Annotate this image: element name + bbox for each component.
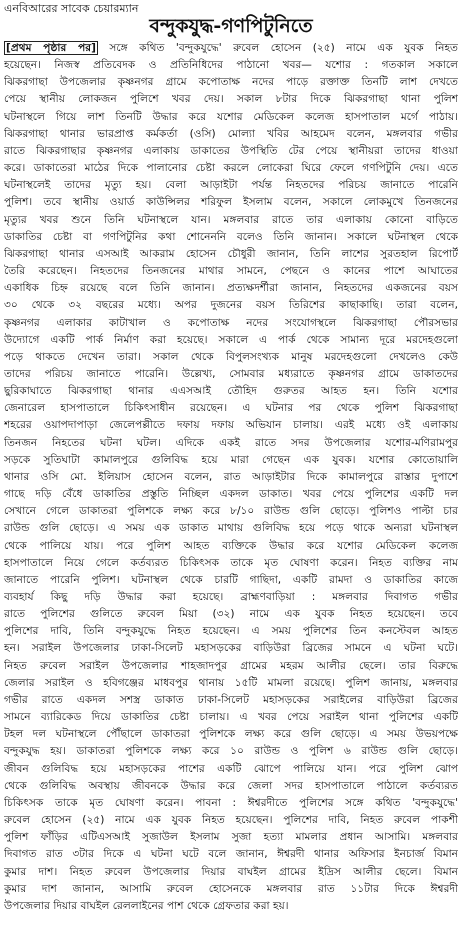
article-line bbox=[4, 435, 458, 452]
article-line bbox=[4, 57, 458, 74]
article-line-text: ব্যবহার্য কিছু দড়ি উদ্ধার করা হয়েছে। ব্রাহ্মণবাড়িয়া : মঙ্গলবার দিবাগত গভীর bbox=[4, 591, 458, 603]
article-line-text: কুমার দাশ। নিহত রুবেল উপজেলার দিয়ার বাঘইল গ্রামের ইদ্রিস আলীর ছেলে। বিমান bbox=[4, 865, 458, 878]
article-line-text: রাউন্ড গুলি ছোড়ে। এ সময় এক ডাকাত মাথায় গুলিবিদ্ধ হয়ে পড়ে থাকে অন্যরা ঘটনাস্থল bbox=[4, 522, 458, 535]
article-line-text: শহরের ওয়াপদাপাড়া জেলেপল্লীতে দফায় দফায় অভিযান চালায়। এরই মধ্যে ওই এলাকায় bbox=[4, 419, 458, 432]
article-line-text: থানার ওসি মো. ইলিয়াস হোসেন বলেন, রাত আড়াইটার দিকে কামালপুরে রাস্তার দুপাশে bbox=[4, 470, 458, 483]
article-line-text: করে। ডাকাতেরা মাঠের দিকে পালানোর চেষ্টা করলে লোকেরা ঘিরে ফেলে গণপিটুনি দেয়। এতে bbox=[4, 162, 458, 175]
article-line bbox=[4, 572, 458, 589]
article-line bbox=[4, 280, 458, 297]
article-line bbox=[4, 160, 458, 177]
article-line bbox=[4, 881, 458, 898]
article-line bbox=[4, 726, 458, 743]
article-line-text: ঝিকরগাছা উপজেলার কৃষ্ণনগর গ্রামে কপোতাক্ষ নদের পাড়ে রক্তাক্ত তিনটি লাশ দেখতে bbox=[4, 76, 458, 89]
article-line bbox=[4, 864, 458, 881]
article-line bbox=[4, 743, 458, 760]
article-line-text: ঝিকরগাছা থানার ভারপ্রাপ্ত কর্মকর্তা (ওসি) মোল্যা খবির আহমেদ বলেন, মঙ্গলবার গভীর bbox=[4, 127, 458, 140]
article-line-text: উপজেলার দিয়ার বাঘইল রেললাইনের পাশ থেকে গ্রেফতার করা হয়। bbox=[4, 899, 289, 912]
article-line bbox=[4, 452, 458, 469]
article-line-text: গাছে দড়ি বেঁধে ডাকাতির প্রস্তুতি নিচ্ছিল একদল ডাকাত। খবর পেয়ে পুলিশের একটি দল bbox=[4, 488, 458, 501]
article-line bbox=[4, 229, 458, 246]
article-line bbox=[4, 469, 458, 486]
article-line bbox=[4, 212, 458, 229]
headline: বন্দুকযুদ্ধ-গণপিটুনিতে bbox=[149, 15, 313, 37]
article-line bbox=[4, 74, 458, 91]
article-line bbox=[4, 503, 458, 520]
article-line bbox=[4, 538, 458, 555]
article-line-text: গভীর রাতে একদল সশস্ত্র ডাকাত ঢাকা-সিলেট মহাসড়কের সরাইলের বাড়িউরা ব্রিজের bbox=[4, 693, 458, 706]
article-line-text: হন। সরাইল উপজেলার ঢাকা-সিলেট মহাসড়কের বাড়িউরা ব্রিজের সামনে এ ঘটনা ঘটে। bbox=[4, 642, 458, 655]
article-line-text: রাতে পুলিশের গুলিতে রুবেল মিয়া (৩২) নামে এক যুবক নিহত হয়েছেন। তবে bbox=[4, 608, 458, 621]
article-line-text: দিবাগত রাত ৩টার দিকে এ ঘটনা ঘটে বলে জানান, ঈশ্বরদী থানার অফিসার ইনচার্জ বিমান bbox=[4, 848, 458, 861]
article-line bbox=[4, 709, 458, 726]
article-line-text: থেকে গুলিবিদ্ধ অবস্থায় জীবনকে উদ্ধার করে জেলা সদর হাসপাতালে পাঠালে কর্তব্যরত bbox=[4, 779, 458, 792]
article-line bbox=[4, 623, 458, 640]
article-line bbox=[4, 349, 458, 366]
article-line bbox=[4, 417, 458, 434]
article-line-text: পুলিশ। তবে স্থানীয় ওয়ার্ড কাউন্সিলর শরিফুল ইসলাম বলেন, সকালে লোকমুখে তিনজনের bbox=[4, 196, 458, 209]
article-line bbox=[4, 400, 458, 417]
article-line bbox=[4, 297, 458, 314]
article-line-text: ঝিকরগাছা থানার এসআই আকরাম হোসেন চৌধুরী জানান, তিনি লাশের সুরতহাল রিপোর্ট bbox=[4, 247, 458, 260]
article-line-text: তাদের পরিচয় জানাতে পারেনি। উল্লেখ্য, সোমবার মধ্যরাতে কৃষ্ণনগর গ্রামে ডাকাতদের bbox=[4, 367, 458, 380]
article-line bbox=[4, 486, 458, 503]
article-line-text: হয়েছেন। নিজস্ব প্রতিবেদক ও প্রতিনিধিদের পাঠানো খবর— যশোর : গতকাল সকালে bbox=[4, 59, 458, 72]
article-line-text: উদ্যোগে একটি পার্ক নির্মাণ করা হয়েছে। সকালে এ পার্ক থেকে সামান্য দূরে মরদেহগুলো bbox=[4, 333, 458, 346]
article-line-text: জীবন গুলিবিদ্ধ হয়ে মহাসড়কের পাশের একটি ঝোপে পালিয়ে যান। পরে পুলিশ ঝোপ bbox=[4, 762, 458, 775]
article-line bbox=[4, 263, 458, 280]
article-line-text: জানাতে পারেনি পুলিশ। ঘটনাস্থল থেকে চারটি গাছিদা, একটি রামদা ও ডাকাতির কাজে bbox=[4, 573, 458, 586]
article-line-text: হাসপাতালে নিয়ে গেলে কর্তব্যরত চিকিৎসক তাকে মৃত ঘোষণা করেন। নিহত ব্যক্তির নাম bbox=[4, 556, 458, 569]
article-line-text: পড়ে থাকতে দেখেন তারা। সকাল থেকে বিপুলসংখ্যক মানুষ মরদেহগুলো দেখলেও কেউ bbox=[4, 350, 458, 363]
article-line-text: জেলার সরাইল ও হবিগঞ্জের মাধবপুর থানায় ১৫টি মামলা রয়েছে। পুলিশ জানায়, মঙ্গলবার bbox=[4, 676, 458, 689]
article-line bbox=[4, 91, 458, 108]
article-line bbox=[4, 383, 458, 400]
article-line-text: পুলিশ ফাঁড়ির এটিএসআই সুজাউল ইসলাম সুজা হত্যা মামলার প্রধান আসামি। মঙ্গলবার bbox=[4, 831, 458, 844]
article-line bbox=[4, 675, 458, 692]
article-line bbox=[4, 143, 458, 160]
article-line bbox=[4, 315, 458, 332]
article-line bbox=[4, 658, 458, 675]
article-line bbox=[4, 520, 458, 537]
article-line-text: মৃত্যুর খবর শুনে তিনি ঘটনাস্থলে যান। মঙ্গলবার রাতে তার এলাকায় কোনো বাড়িতে bbox=[4, 213, 458, 226]
article-line bbox=[4, 829, 458, 846]
article-line-text: ঘটনাস্থলে গিয়ে লাশ তিনটি উদ্ধার করে যশোর মেডিকেল কলেজ হাসপাতাল মর্গে পাঠায়। bbox=[4, 110, 458, 123]
article-line-text: বন্দুকযুদ্ধ হয়। ডাকাতরা পুলিশকে লক্ষ্য করে ১০ রাউন্ড ও পুলিশ ৬ রাউন্ড গুলি ছোড়ে। bbox=[4, 745, 458, 758]
article-line-text: টহল দল ঘটনাস্থলে পৌঁছালে ডাকাতরা পুলিশকে লক্ষ্য করে গুলি ছোড়ে। এ সময় উভয়পক্ষে bbox=[4, 728, 458, 741]
article-line-text: থেকে পালিয়ে যায়। পরে পুলিশ আহত ব্যক্তিকে উদ্ধার করে যশোর মেডিকেল কলেজ bbox=[4, 539, 458, 552]
article-line-text: রাতে ঝিকরগাছার কৃষ্ণনগর এলাকায় ডাকাতের উপস্থিতি টের পেয়ে স্থানীয়রা তাদের ধাওয়া bbox=[4, 144, 458, 157]
article-line bbox=[4, 366, 458, 383]
article-line bbox=[4, 332, 458, 349]
article-line-text: সেখানে গেলে ডাকাতরা পুলিশকে লক্ষ্য করে ৮/১০ রাউন্ড গুলি ছোড়ে। পুলিশও পাল্টা চার bbox=[4, 505, 458, 518]
article-line bbox=[4, 606, 458, 623]
article-line bbox=[4, 761, 458, 778]
article-line-text: ডাকাতির চেষ্টা বা গণপিটুনির কথা শোনেননি বলেও তিনি জানান। সকালে ঘটনাস্থল থেকে bbox=[4, 230, 458, 243]
article-body bbox=[4, 40, 458, 932]
article-line-text: পেয়ে স্থানীয় লোকজন পুলিশে খবর দেয়। সকাল ৮টার দিকে ঝিকরগাছা থানা পুলিশ bbox=[4, 93, 458, 106]
continued-tag: [প্রথম পৃষ্ঠার পর] bbox=[6, 42, 96, 54]
article-line-text: রুবেল হোসেন (২৫) নামে এক যুবক নিহত হয়েছেন। পুলিশের দাবি, নিহত রুবেল পাকশী bbox=[4, 814, 458, 827]
article-line-text: সঙ্গে কথিত 'বন্দুকযুদ্ধে' রুবেল হোসেন (২৫) নামে এক যুবক নিহত bbox=[109, 42, 458, 54]
article-line-text: কুমার দাশ জানান, আসামি রুবেল হোসেনকে মঙ্গলবার রাত ১১টার দিকে ঈশ্বরদী bbox=[4, 882, 458, 895]
article-line bbox=[4, 795, 458, 812]
article-line bbox=[4, 898, 458, 915]
article-line bbox=[4, 194, 458, 211]
article-line-text: চিকিৎসক তাকে মৃত ঘোষণা করেন। পাবনা : ঈশ্বরদীতে পুলিশের সঙ্গে কথিত 'বন্দুকযুদ্ধে' bbox=[4, 796, 458, 809]
article-line bbox=[4, 589, 458, 606]
article-line-text: ৩০ থেকে ৩২ বছরের মধ্যে। অপর দুজনের বয়স তিরিশের কাছাকাছি। তারা বলেন, bbox=[4, 299, 458, 312]
article-line bbox=[4, 692, 458, 709]
article-line bbox=[4, 246, 458, 263]
article-line bbox=[4, 555, 458, 572]
article-line bbox=[4, 640, 458, 657]
article-line bbox=[4, 109, 458, 126]
kicker-text: এনবিআরের সাবেক চেয়ারম্যান bbox=[4, 2, 139, 15]
article-line bbox=[4, 126, 458, 143]
article-line-text: তিনজন নিহতের ঘটনা ঘটল। এদিকে একই রাতে সদর উপজেলার যশোর-মণিরামপুর bbox=[4, 436, 458, 449]
article-line-text: পুলিশের দাবি, তিনি বন্দুকযুদ্ধে নিহত হয়েছেন। এ সময় পুলিশের তিন কনস্টেবল আহত bbox=[4, 625, 458, 638]
article-line bbox=[4, 778, 458, 795]
article-line-text: একাধিক চিহ্ন রয়েছে বলে তিনি জানান। প্রত্যক্ষদর্শীরা জানান, নিহতদের একজনের বয়স bbox=[4, 282, 458, 295]
article-line-text: জেনারেল হাসপাতালে চিকিৎসাধীন রয়েছেন। এ ঘটনার পর থেকে পুলিশ ঝিকরগাছা bbox=[4, 402, 458, 415]
article-line-text: ছুরিকাঘাতে ঝিকরগাছা থানার এএসআই তৌহিদ গুরুতর আহত হন। তিনি যশোর bbox=[4, 385, 458, 398]
article-line bbox=[4, 40, 458, 57]
article-line-text: সড়কে সুতিঘাটা কামালপুরে গুলিবিদ্ধ হয়ে মারা গেছেন এক যুবক। যশোর কোতোয়ালি bbox=[4, 453, 458, 466]
article-line bbox=[4, 177, 458, 194]
article-line bbox=[4, 846, 458, 863]
article-line-text: ঘটনাস্থলেই তাদের মৃত্যু হয়। বেলা আড়াইটা পর্যন্ত নিহতদের পরিচয় জানাতে পারেনি bbox=[4, 179, 458, 192]
article-line-text: কৃষ্ণনগর এলাকার কাটাখাল ও কপোতাক্ষ নদের সংযোগস্থলে ঝিকরগাছা পৌরসভার bbox=[4, 316, 458, 329]
article-line-text: সামনে ব্যারিকেড দিয়ে ডাকাতির চেষ্টা চালায়। এ খবর পেয়ে সরাইল থানা পুলিশের একটি bbox=[4, 711, 458, 724]
article-line bbox=[4, 812, 458, 829]
article-line-text: নিহত রুবেল সরাইল উপজেলার শাহজাদপুর গ্রামের মহরম আলীর ছেলে। তার বিরুদ্ধে bbox=[4, 659, 458, 672]
article-line-text: তৈরি করেছেন। নিহতদের তিনজনের মাথার সামনে, পেছনে ও কানের পাশে আঘাতের bbox=[4, 265, 458, 278]
